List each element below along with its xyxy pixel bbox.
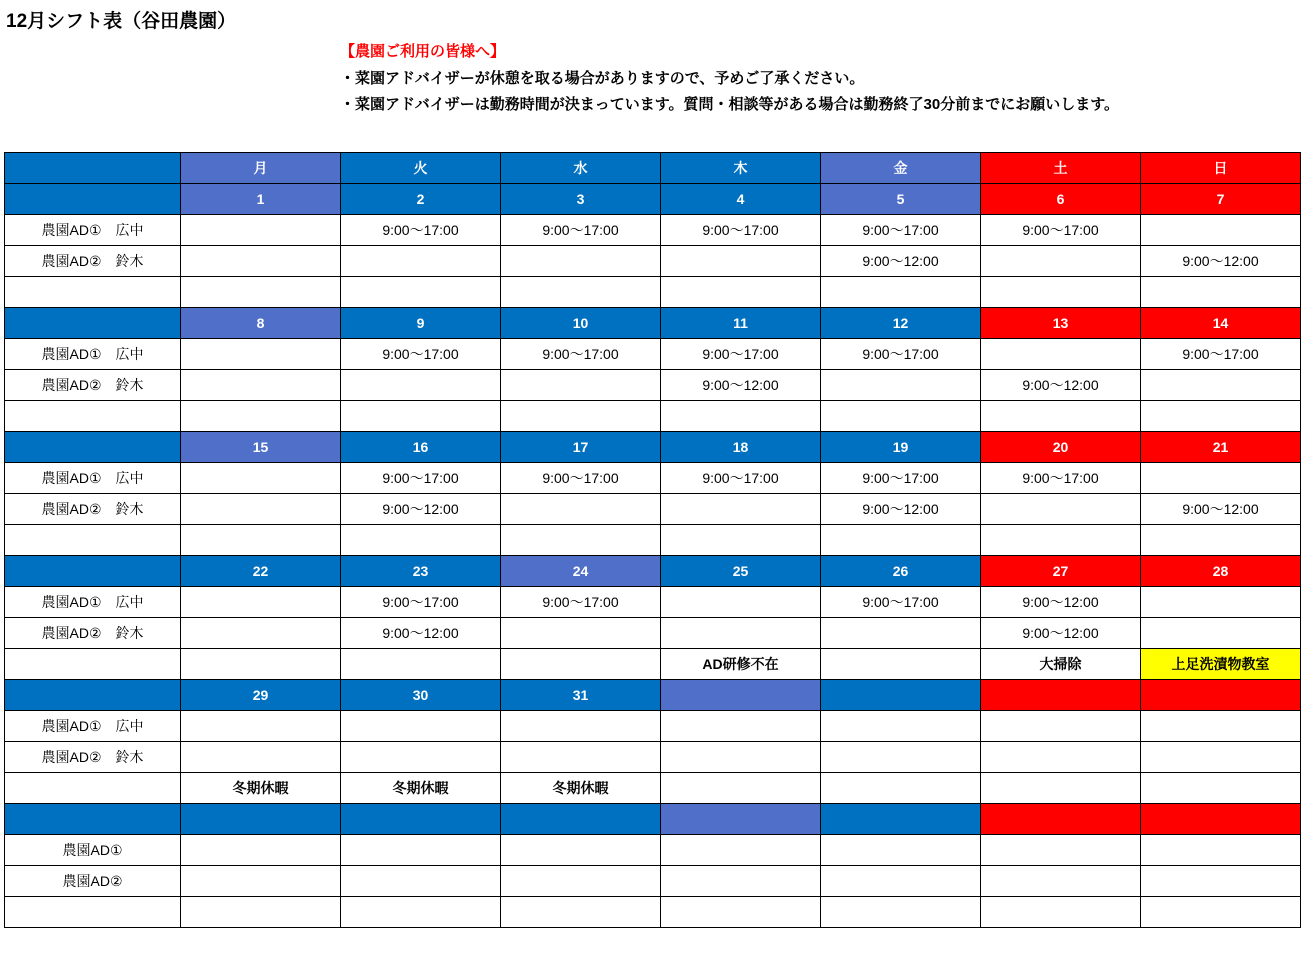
date-cell: 27	[981, 556, 1141, 587]
date-cell: 20	[981, 432, 1141, 463]
date-cell: 12	[821, 308, 981, 339]
date-cell: 4	[661, 184, 821, 215]
shift-cell[interactable]	[501, 618, 661, 649]
shift-cell[interactable]	[181, 711, 341, 742]
date-cell: 1	[181, 184, 341, 215]
shift-cell[interactable]	[1141, 525, 1301, 556]
row-label-note	[5, 649, 181, 680]
date-cell	[661, 804, 821, 835]
shift-cell[interactable]: 9:00〜17:00	[821, 587, 981, 618]
date-cell	[661, 680, 821, 711]
shift-cell[interactable]	[1141, 401, 1301, 432]
row-label-ad2: 農園AD② 鈴木	[5, 742, 181, 773]
shift-cell[interactable]	[181, 618, 341, 649]
shift-cell[interactable]	[981, 246, 1141, 277]
shift-cell[interactable]	[1141, 742, 1301, 773]
date-row-corner	[5, 680, 181, 711]
date-cell: 8	[181, 308, 341, 339]
date-cell: 6	[981, 184, 1141, 215]
date-cell: 21	[1141, 432, 1301, 463]
row-label-ad1: 農園AD① 広中	[5, 463, 181, 494]
date-cell: 19	[821, 432, 981, 463]
shift-cell[interactable]: 9:00〜17:00	[501, 339, 661, 370]
shift-cell[interactable]	[181, 649, 341, 680]
shift-cell[interactable]: 9:00〜12:00	[981, 370, 1141, 401]
shift-cell[interactable]: 9:00〜17:00	[501, 463, 661, 494]
note-row	[5, 649, 1301, 680]
shift-cell[interactable]: 9:00〜17:00	[981, 463, 1141, 494]
row-label-ad2: 農園AD② 鈴木	[5, 370, 181, 401]
shift-cell[interactable]	[181, 587, 341, 618]
shift-cell[interactable]	[821, 773, 981, 804]
weekday-header-cell: 火	[341, 153, 501, 184]
shift-cell[interactable]	[181, 463, 341, 494]
date-cell: 3	[501, 184, 661, 215]
date-cell: 17	[501, 432, 661, 463]
row-label-ad2: 農園AD② 鈴木	[5, 494, 181, 525]
shift-cell[interactable]	[981, 897, 1141, 928]
note-cell[interactable]: AD研修不在	[661, 649, 821, 680]
weekday-header-cell: 日	[1141, 153, 1301, 184]
note-row	[5, 401, 1301, 432]
shift-cell[interactable]: 9:00〜12:00	[981, 587, 1141, 618]
shift-table	[4, 152, 1301, 928]
weekday-header-cell: 木	[661, 153, 821, 184]
shift-cell[interactable]	[981, 742, 1141, 773]
date-cell: 7	[1141, 184, 1301, 215]
date-cell: 31	[501, 680, 661, 711]
date-cell: 9	[341, 308, 501, 339]
shift-cell[interactable]: 9:00〜17:00	[981, 215, 1141, 246]
shift-cell[interactable]	[661, 866, 821, 897]
date-row-corner	[5, 308, 181, 339]
weekday-header-cell: 月	[181, 153, 341, 184]
shift-row-ad2	[5, 494, 1301, 525]
shift-cell[interactable]	[661, 246, 821, 277]
date-cell	[821, 804, 981, 835]
shift-cell[interactable]	[341, 742, 501, 773]
date-cell	[981, 680, 1141, 711]
shift-row-ad1	[5, 835, 1301, 866]
shift-cell[interactable]	[821, 835, 981, 866]
weekday-header-cell: 水	[501, 153, 661, 184]
date-cell	[1141, 680, 1301, 711]
row-label-note	[5, 897, 181, 928]
date-cell: 2	[341, 184, 501, 215]
weekday-header-row	[5, 153, 1301, 184]
shift-cell[interactable]	[821, 618, 981, 649]
note-cell[interactable]: 冬期休暇	[501, 773, 661, 804]
shift-cell[interactable]	[661, 773, 821, 804]
row-label-ad1: 農園AD① 広中	[5, 339, 181, 370]
shift-cell[interactable]	[981, 525, 1141, 556]
date-cell: 14	[1141, 308, 1301, 339]
shift-cell[interactable]	[181, 835, 341, 866]
shift-cell[interactable]	[341, 525, 501, 556]
row-label-note	[5, 277, 181, 308]
shift-cell[interactable]	[181, 277, 341, 308]
date-row	[5, 556, 1301, 587]
date-cell	[821, 680, 981, 711]
shift-cell[interactable]	[1141, 215, 1301, 246]
shift-cell[interactable]	[661, 525, 821, 556]
shift-cell[interactable]	[981, 835, 1141, 866]
shift-cell[interactable]	[981, 866, 1141, 897]
shift-cell[interactable]: 9:00〜17:00	[501, 215, 661, 246]
shift-cell[interactable]	[181, 866, 341, 897]
shift-cell[interactable]	[181, 494, 341, 525]
shift-cell[interactable]	[341, 866, 501, 897]
shift-cell[interactable]	[341, 711, 501, 742]
shift-cell[interactable]	[341, 277, 501, 308]
date-cell: 26	[821, 556, 981, 587]
shift-cell[interactable]	[821, 742, 981, 773]
shift-cell[interactable]	[821, 866, 981, 897]
page-title: 12月シフト表（谷田農園）	[6, 11, 237, 32]
shift-cell[interactable]	[501, 277, 661, 308]
row-label-ad1: 農園AD① 広中	[5, 215, 181, 246]
shift-row-ad2	[5, 618, 1301, 649]
shift-cell[interactable]	[661, 897, 821, 928]
shift-cell[interactable]	[981, 339, 1141, 370]
shift-cell[interactable]	[821, 277, 981, 308]
shift-cell[interactable]: 9:00〜12:00	[661, 370, 821, 401]
shift-cell[interactable]	[181, 525, 341, 556]
shift-cell[interactable]: 9:00〜17:00	[661, 463, 821, 494]
shift-cell[interactable]	[181, 401, 341, 432]
shift-cell[interactable]	[821, 370, 981, 401]
shift-cell[interactable]: 9:00〜17:00	[1141, 339, 1301, 370]
note-cell[interactable]: 冬期休暇	[181, 773, 341, 804]
shift-row-ad1	[5, 463, 1301, 494]
shift-cell[interactable]	[981, 277, 1141, 308]
weekday-header-corner	[5, 153, 181, 184]
date-cell: 24	[501, 556, 661, 587]
shift-cell[interactable]	[501, 897, 661, 928]
shift-cell[interactable]	[981, 773, 1141, 804]
shift-cell[interactable]	[661, 277, 821, 308]
shift-cell[interactable]	[661, 835, 821, 866]
note-row	[5, 525, 1301, 556]
shift-cell[interactable]: 9:00〜17:00	[661, 339, 821, 370]
shift-cell[interactable]: 9:00〜17:00	[341, 215, 501, 246]
notice-block	[340, 40, 1290, 119]
shift-cell[interactable]	[181, 742, 341, 773]
date-cell	[181, 804, 341, 835]
shift-cell[interactable]: 9:00〜12:00	[1141, 246, 1301, 277]
shift-cell[interactable]	[341, 246, 501, 277]
shift-cell[interactable]	[1141, 773, 1301, 804]
shift-cell[interactable]: 9:00〜17:00	[501, 587, 661, 618]
shift-cell[interactable]	[1141, 711, 1301, 742]
shift-cell[interactable]	[981, 711, 1141, 742]
date-cell	[1141, 804, 1301, 835]
date-row	[5, 308, 1301, 339]
shift-cell[interactable]	[181, 215, 341, 246]
shift-cell[interactable]	[661, 618, 821, 649]
shift-cell[interactable]	[1141, 835, 1301, 866]
date-cell: 22	[181, 556, 341, 587]
shift-cell[interactable]	[981, 494, 1141, 525]
note-row	[5, 773, 1301, 804]
shift-cell[interactable]	[181, 246, 341, 277]
shift-cell[interactable]	[661, 401, 821, 432]
note-row	[5, 897, 1301, 928]
shift-cell[interactable]	[821, 525, 981, 556]
date-cell	[981, 804, 1141, 835]
date-cell: 18	[661, 432, 821, 463]
shift-cell[interactable]: 9:00〜17:00	[341, 463, 501, 494]
date-row	[5, 804, 1301, 835]
date-cell: 23	[341, 556, 501, 587]
date-cell: 15	[181, 432, 341, 463]
shift-row-ad1	[5, 339, 1301, 370]
shift-cell[interactable]	[821, 401, 981, 432]
shift-cell[interactable]: 9:00〜12:00	[1141, 494, 1301, 525]
row-label-note	[5, 401, 181, 432]
shift-cell[interactable]: 9:00〜12:00	[821, 246, 981, 277]
shift-row-ad1	[5, 215, 1301, 246]
shift-cell[interactable]	[501, 711, 661, 742]
date-cell	[501, 804, 661, 835]
date-cell: 11	[661, 308, 821, 339]
date-row	[5, 680, 1301, 711]
shift-cell[interactable]	[981, 401, 1141, 432]
shift-cell[interactable]	[181, 897, 341, 928]
shift-cell[interactable]	[661, 711, 821, 742]
note-row	[5, 277, 1301, 308]
shift-cell[interactable]: 9:00〜17:00	[821, 463, 981, 494]
row-label-ad1: 農園AD① 広中	[5, 711, 181, 742]
shift-cell[interactable]	[341, 649, 501, 680]
row-label-ad1: 農園AD① 広中	[5, 587, 181, 618]
date-cell: 16	[341, 432, 501, 463]
shift-cell[interactable]	[821, 897, 981, 928]
shift-cell[interactable]: 9:00〜17:00	[821, 339, 981, 370]
shift-cell[interactable]: 9:00〜17:00	[661, 215, 821, 246]
notice-line: ・菜園アドバイザーは勤務時間が決まっています。質問・相談等がある場合は勤務終了30分前までにお願いします。	[340, 96, 1119, 113]
shift-cell[interactable]	[1141, 897, 1301, 928]
shift-cell[interactable]	[501, 835, 661, 866]
note-cell[interactable]: 冬期休暇	[341, 773, 501, 804]
date-row	[5, 432, 1301, 463]
date-cell: 5	[821, 184, 981, 215]
shift-row-ad1	[5, 587, 1301, 618]
date-cell: 28	[1141, 556, 1301, 587]
weekday-header-cell: 土	[981, 153, 1141, 184]
shift-cell[interactable]	[181, 339, 341, 370]
shift-cell[interactable]	[821, 711, 981, 742]
shift-cell[interactable]	[341, 370, 501, 401]
shift-row-ad1	[5, 711, 1301, 742]
date-row	[5, 184, 1301, 215]
date-row-corner	[5, 184, 181, 215]
row-label-ad2: 農園AD② 鈴木	[5, 246, 181, 277]
shift-cell[interactable]	[181, 370, 341, 401]
row-label-note	[5, 773, 181, 804]
shift-row-ad2	[5, 370, 1301, 401]
date-cell: 30	[341, 680, 501, 711]
shift-cell[interactable]	[661, 494, 821, 525]
shift-cell[interactable]	[1141, 587, 1301, 618]
shift-cell[interactable]: 9:00〜12:00	[821, 494, 981, 525]
shift-cell[interactable]	[501, 494, 661, 525]
shift-cell[interactable]: 9:00〜17:00	[821, 215, 981, 246]
shift-row-ad2	[5, 742, 1301, 773]
shift-cell[interactable]: 9:00〜17:00	[341, 339, 501, 370]
note-cell[interactable]: 上足洗漬物教室	[1141, 649, 1301, 680]
row-label-ad2: 農園AD② 鈴木	[5, 618, 181, 649]
shift-cell[interactable]: 9:00〜12:00	[341, 618, 501, 649]
shift-cell[interactable]	[1141, 866, 1301, 897]
shift-cell[interactable]: 9:00〜12:00	[341, 494, 501, 525]
notice-line: ・菜園アドバイザーが休憩を取る場合がありますので、予めご了承ください。	[340, 70, 865, 87]
date-row-corner	[5, 556, 181, 587]
shift-cell[interactable]: 9:00〜17:00	[341, 587, 501, 618]
shift-cell[interactable]	[341, 401, 501, 432]
date-row-corner	[5, 804, 181, 835]
shift-row-ad2	[5, 866, 1301, 897]
shift-cell[interactable]	[341, 897, 501, 928]
shift-cell[interactable]	[1141, 463, 1301, 494]
notice-heading: 【農園ご利用の皆様へ】	[340, 43, 506, 60]
shift-cell[interactable]	[661, 742, 821, 773]
date-cell	[341, 804, 501, 835]
shift-cell[interactable]	[501, 525, 661, 556]
shift-cell[interactable]	[501, 246, 661, 277]
shift-cell[interactable]	[501, 370, 661, 401]
shift-cell[interactable]	[501, 401, 661, 432]
shift-cell[interactable]	[501, 649, 661, 680]
shift-cell[interactable]	[1141, 370, 1301, 401]
row-label-note	[5, 525, 181, 556]
note-cell[interactable]: 大掃除	[981, 649, 1141, 680]
date-row-corner	[5, 432, 181, 463]
shift-cell[interactable]	[501, 866, 661, 897]
row-label-ad1: 農園AD①	[5, 835, 181, 866]
shift-cell[interactable]	[661, 587, 821, 618]
shift-cell[interactable]: 9:00〜12:00	[981, 618, 1141, 649]
row-label-ad2: 農園AD②	[5, 866, 181, 897]
shift-cell[interactable]	[1141, 618, 1301, 649]
shift-cell[interactable]	[1141, 277, 1301, 308]
shift-cell[interactable]	[341, 835, 501, 866]
weekday-header-cell: 金	[821, 153, 981, 184]
shift-cell[interactable]	[821, 649, 981, 680]
shift-row-ad2	[5, 246, 1301, 277]
date-cell: 29	[181, 680, 341, 711]
date-cell: 10	[501, 308, 661, 339]
shift-cell[interactable]	[501, 742, 661, 773]
date-cell: 13	[981, 308, 1141, 339]
date-cell: 25	[661, 556, 821, 587]
